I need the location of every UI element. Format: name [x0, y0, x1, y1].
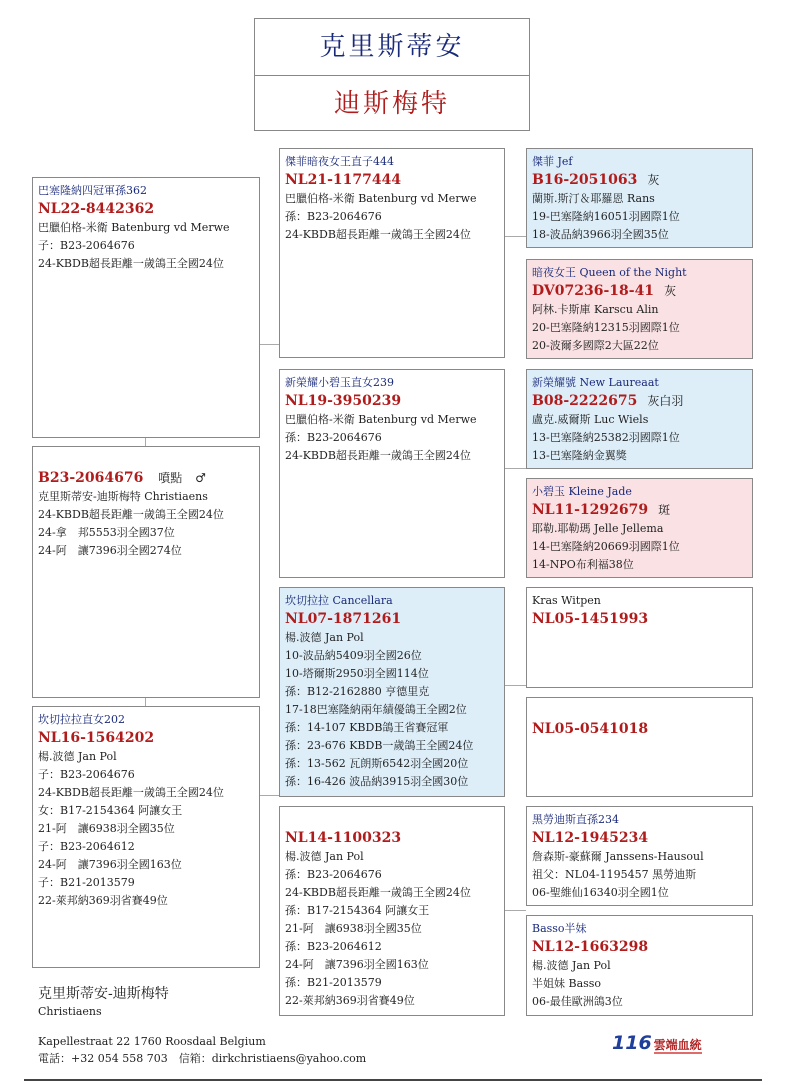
dam-detail: 24-KBDB超長距離一歲鴿王全國24位	[38, 786, 224, 799]
dam-sire-card[interactable]	[279, 587, 505, 797]
subject-detail: 克里斯蒂安-迪斯梅特 Christiaens	[38, 490, 208, 503]
ancestor-ring-number: NL12-1945234	[532, 830, 649, 846]
address: Kapellestraat 22 1760 Roosdaal Belgium	[38, 1035, 266, 1048]
sire-sire-detail: 巴臘伯格-米衛 Batenburg vd Merwe	[285, 192, 477, 205]
ancestor-detail: 20-波爾多國際2大區22位	[532, 339, 659, 352]
ancestor-label: Kras Witpen	[532, 594, 601, 607]
subject-ring-number: B23-2064676	[38, 470, 144, 486]
ancestor-ring-number: B08-2222675	[532, 393, 638, 409]
ancestor-label: 新榮耀號 New Laureaat	[532, 376, 659, 389]
dam-sire-label: 坎切拉拉 Cancellara	[285, 594, 393, 607]
connector-line	[504, 685, 526, 686]
ancestor-card-3[interactable]	[526, 369, 753, 469]
breeder-name-primary: 克里斯蒂安	[255, 19, 529, 76]
sire-sire-detail: 24-KBDB超長距離一歲鴿王全國24位	[285, 228, 471, 241]
dam-detail: 24-阿 讓7396羽全國163位	[38, 858, 182, 871]
dam-dam-detail: 孫：B17-2154364 阿讓女王	[285, 904, 430, 917]
ancestor-detail: 14-巴塞隆納20669羽國際1位	[532, 540, 680, 553]
dam-sire-detail: 楊.波德 Jan Pol	[285, 631, 364, 644]
ancestor-detail: 半姐妹 Basso	[532, 977, 602, 990]
ancestor-color: 灰白羽	[647, 394, 684, 408]
subject-ring-line	[38, 469, 254, 488]
sire-dam-card[interactable]	[279, 369, 505, 578]
connector-line	[504, 468, 526, 469]
bottom-divider	[24, 1079, 762, 1081]
dam-dam-detail: 孫：B23-2064676	[285, 868, 382, 881]
dam-detail: 女：B17-2154364 阿讓女王	[38, 804, 183, 817]
ancestor-card-8[interactable]	[526, 915, 753, 1016]
breeder-name-secondary: 迪斯梅特	[333, 89, 450, 119]
dam-sire-detail: 17-18巴塞隆納兩年績優鴿王全國2位	[285, 703, 467, 716]
ancestor-detail: 阿林.卡斯庫 Karscu Alin	[532, 303, 659, 316]
breeder-name-en: Christiaens	[38, 1005, 102, 1018]
ancestor-color: 灰	[664, 284, 677, 298]
ancestor-detail: 14-NPO布利福38位	[532, 558, 634, 571]
subject-detail: 24-KBDB超長距離一歲鴿王全國24位	[38, 508, 224, 521]
contact-block	[38, 1033, 366, 1067]
sire-ring-number: NL22-8442362	[38, 201, 155, 217]
ancestor-label: 小碧玉 Kleine Jade	[532, 485, 632, 498]
ancestor-color: 斑	[658, 503, 671, 517]
dam-sire-detail: 孫：13-562 瓦朗斯6542羽全國20位	[285, 757, 469, 770]
breeder-name-zh: 克里斯蒂安-迪斯梅特	[38, 986, 169, 1002]
ancestor-ring-number: NL05-0541018	[532, 721, 649, 737]
sire-label: 巴塞隆納四冠軍孫362	[38, 184, 147, 197]
ancestor-card-5[interactable]	[526, 587, 753, 688]
ancestor-detail: 06-最佳歐洲鴿3位	[532, 995, 623, 1008]
ancestor-card-1[interactable]	[526, 148, 753, 248]
male-sex-icon: ♂	[195, 471, 206, 485]
dam-detail: 子：B21-2013579	[38, 876, 135, 889]
sire-dam-detail: 巴臘伯格-米衛 Batenburg vd Merwe	[285, 413, 477, 426]
dam-label: 坎切拉拉直女202	[38, 713, 125, 726]
ancestor-detail: 祖父：NL04-1195457 黑勞迪斯	[532, 868, 697, 881]
ancestor-detail: 20-巴塞隆納12315羽國際1位	[532, 321, 680, 334]
ancestor-detail: 13-巴塞隆納25382羽國際1位	[532, 431, 680, 444]
dam-dam-ring-number: NL14-1100323	[285, 830, 402, 846]
dam-dam-detail: 楊.波德 Jan Pol	[285, 850, 364, 863]
dam-detail: 子：B23-2064612	[38, 840, 135, 853]
title-box	[254, 18, 530, 131]
dam-detail: 21-阿 讓6938羽全國35位	[38, 822, 175, 835]
brand-logo	[612, 1032, 702, 1054]
sire-dam-detail: 孫：B23-2064676	[285, 431, 382, 444]
ancestor-card-6[interactable]	[526, 697, 753, 797]
ancestor-label: 傑菲 Jef	[532, 155, 573, 168]
sire-dam-ring-number: NL19-3950239	[285, 393, 402, 409]
ancestor-label: Basso半妹	[532, 922, 587, 935]
dam-dam-detail: 22-萊邦納369羽省賽49位	[285, 994, 415, 1007]
ancestor-ring-number: B16-2051063	[532, 172, 638, 188]
breeder-footer	[38, 985, 169, 1021]
dam-sire-detail: 10-塔爾斯2950羽全國114位	[285, 667, 429, 680]
ancestor-detail: 盧克.威爾斯 Luc Wiels	[532, 413, 649, 426]
connector-line	[259, 795, 280, 796]
contact-info: 電話：+32 054 558 703 信箱：dirkchristiaens@yahoo.com	[38, 1052, 367, 1065]
ancestor-ring-line	[532, 392, 747, 411]
ancestor-color: 灰	[647, 173, 660, 187]
ancestor-ring-line	[532, 171, 747, 190]
sire-dam-label: 新榮耀小碧玉直女239	[285, 376, 394, 389]
ancestor-detail: 06-聖維仙16340羽全國1位	[532, 886, 669, 899]
sire-dam-detail: 24-KBDB超長距離一歲鴿王全國24位	[285, 449, 471, 462]
connector-line	[504, 236, 526, 237]
dam-detail: 子：B23-2064676	[38, 768, 135, 781]
ancestor-ring-line	[532, 282, 747, 301]
ancestor-detail: 楊.波德 Jan Pol	[532, 959, 611, 972]
subject-color: 噴點	[158, 471, 183, 485]
ancestor-ring-line	[532, 501, 747, 520]
dam-dam-detail: 21-阿 讓6938羽全國35位	[285, 922, 422, 935]
dam-dam-detail: 孫：B21-2013579	[285, 976, 382, 989]
sire-detail: 子：B23-2064676	[38, 239, 135, 252]
dam-dam-detail: 24-KBDB超長距離一歲鴿王全國24位	[285, 886, 471, 899]
sire-detail: 巴臘伯格-米衛 Batenburg vd Merwe	[38, 221, 230, 234]
ancestor-ring-number: NL12-1663298	[532, 939, 649, 955]
dam-sire-detail: 孫：16-426 波品納3915羽全國30位	[285, 775, 469, 788]
connector-line	[504, 910, 526, 911]
logo-number: 116	[612, 1032, 652, 1054]
dam-card[interactable]	[32, 706, 260, 968]
ancestor-label: 暗夜女王 Queen of the Night	[532, 266, 687, 279]
ancestor-detail: 耶勒.耶勒瑪 Jelle Jellema	[532, 522, 664, 535]
dam-dam-card[interactable]	[279, 806, 505, 1016]
dam-dam-detail: 24-阿 讓7396羽全國163位	[285, 958, 429, 971]
sire-sire-ring-number: NL21-1177444	[285, 172, 402, 188]
sire-card[interactable]	[32, 177, 260, 438]
sire-detail: 24-KBDB超長距離一歲鴿王全國24位	[38, 257, 224, 270]
dam-detail: 22-萊邦納369羽省賽49位	[38, 894, 168, 907]
dam-sire-ring-number: NL07-1871261	[285, 611, 402, 627]
ancestor-ring-number: NL11-1292679	[532, 502, 649, 518]
dam-sire-detail: 孫：23-676 KBDB一歲鴿王全國24位	[285, 739, 474, 752]
ancestor-ring-number: NL05-1451993	[532, 611, 649, 627]
ancestor-card-2[interactable]	[526, 259, 753, 359]
dam-ring-number: NL16-1564202	[38, 730, 155, 746]
subject-detail: 24-阿 讓7396羽全國274位	[38, 544, 182, 557]
ancestor-detail: 詹森斯-豪蘇爾 Janssens-Hausoul	[532, 850, 704, 863]
sire-sire-card[interactable]	[279, 148, 505, 358]
sire-sire-detail: 孫：B23-2064676	[285, 210, 382, 223]
ancestor-detail: 蘭斯.斯汀＆耶羅恩 Rans	[532, 192, 655, 205]
ancestor-label: 黑勞迪斯直孫234	[532, 813, 619, 826]
subject-card[interactable]	[32, 446, 260, 698]
dam-sire-detail: 10-波品納5409羽全國26位	[285, 649, 422, 662]
dam-sire-detail: 孫：14-107 KBDB鴿王省賽冠軍	[285, 721, 449, 734]
dam-detail: 楊.波德 Jan Pol	[38, 750, 117, 763]
dam-sire-detail: 孫：B12-2162880 亨德里克	[285, 685, 430, 698]
sire-sire-label: 傑菲暗夜女王直子444	[285, 155, 394, 168]
ancestor-ring-number: DV07236-18-41	[532, 283, 655, 299]
ancestor-card-4[interactable]	[526, 478, 753, 578]
logo-text: 雲端血統	[653, 1038, 702, 1052]
ancestor-detail: 13-巴塞隆納金翼獎	[532, 449, 627, 462]
subject-detail: 24-拿 邦5553羽全國37位	[38, 526, 175, 539]
ancestor-detail: 18-波品納3966羽全國35位	[532, 228, 669, 241]
dam-dam-detail: 孫：B23-2064612	[285, 940, 382, 953]
connector-line	[259, 344, 280, 345]
ancestor-card-7[interactable]	[526, 806, 753, 906]
ancestor-detail: 19-巴塞隆納16051羽國際1位	[532, 210, 680, 223]
